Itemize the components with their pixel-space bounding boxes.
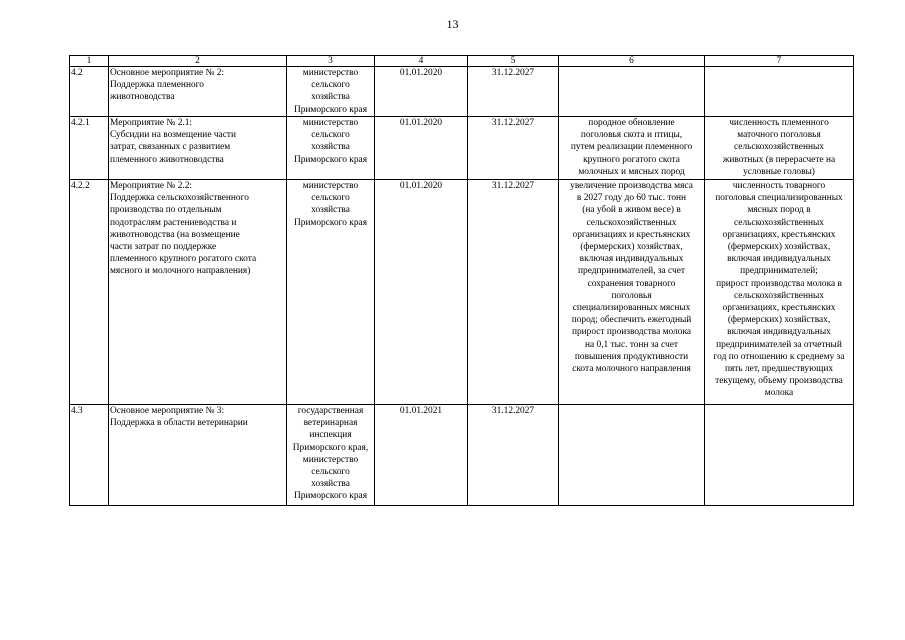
executor-cell: министерство сельского хозяйства Приморского края <box>287 180 375 405</box>
start-date-cell: 01.01.2020 <box>375 180 468 405</box>
header-cell: 5 <box>468 56 559 67</box>
executor-cell: государственная ветеринарная инспекция Приморского края, министерство сельского хозяйства Приморского края <box>287 405 375 506</box>
header-cell: 3 <box>287 56 375 67</box>
page-number: 13 <box>446 17 459 31</box>
measure-name-cell: Основное мероприятие № 3: Поддержка в области ветеринарии <box>109 405 287 506</box>
measure-name-cell: Мероприятие № 2.2: Поддержка сельскохозяйственного производства по отдельным подотраслям растениеводства и животноводства (на возмещение части затрат по поддержке племенного крупного рогатого скота мясного и молочного направления) <box>109 180 287 405</box>
header-row <box>70 56 854 67</box>
table-row <box>70 67 854 117</box>
result-cell: породное обновление поголовья скота и птицы, путем реализации племенного крупного рогатого скота молочных и мясных пород <box>559 117 705 180</box>
table-row <box>70 117 854 180</box>
measure-name-cell: Основное мероприятие № 2: Поддержка племенного животноводства <box>109 67 287 117</box>
indicator-cell <box>705 67 854 117</box>
header-cell: 2 <box>109 56 287 67</box>
result-cell: увеличение производства мяса в 2027 году до 60 тыс. тонн (на убой в живом весе) в сельскохозяйственных организациях и крестьянских (фермерских) хозяйствах, включая индивидуальных предпринимателей, за счет сохранения товарного поголовья специализированных мясных пород; обеспечить ежегодный прирост производства молока на 0,1 тыс. тонн за счет повышения продуктивности скота молочного направления <box>559 180 705 405</box>
table-row <box>70 405 854 506</box>
table-row <box>70 180 854 405</box>
indicator-cell <box>705 405 854 506</box>
end-date-cell: 31.12.2027 <box>468 67 559 117</box>
executor-cell: министерство сельского хозяйства Приморского края <box>287 67 375 117</box>
row-number-cell: 4.2.1 <box>70 117 109 180</box>
result-cell <box>559 405 705 506</box>
end-date-cell: 31.12.2027 <box>468 405 559 506</box>
executor-cell: министерство сельского хозяйства Приморского края <box>287 117 375 180</box>
header-cell: 1 <box>70 56 109 67</box>
header-cell: 7 <box>705 56 854 67</box>
header-cell: 6 <box>559 56 705 67</box>
indicator-cell: численность товарного поголовья специализированных мясных пород в сельскохозяйственных организациях, крестьянских (фермерских) хозяйствах, включая индивидуальных предпринимателей; прирост производства молока в сельскохозяйственных организациях, крестьянских (фермерских) хозяйствах, включая индивидуальных предпринимателей за отчетный год по отношению к среднему за пять лет, предшествующих текущему, объему производства молока <box>705 180 854 405</box>
header-cell: 4 <box>375 56 468 67</box>
end-date-cell: 31.12.2027 <box>468 180 559 405</box>
start-date-cell: 01.01.2020 <box>375 117 468 180</box>
row-number-cell: 4.3 <box>70 405 109 506</box>
start-date-cell: 01.01.2021 <box>375 405 468 506</box>
result-cell <box>559 67 705 117</box>
start-date-cell: 01.01.2020 <box>375 67 468 117</box>
indicator-cell: численность племенного маточного поголовья сельскохозяйственных животных (в перерасчете на условные головы) <box>705 117 854 180</box>
row-number-cell: 4.2 <box>70 67 109 117</box>
row-number-cell: 4.2.2 <box>70 180 109 405</box>
measures-table <box>69 55 854 506</box>
measure-name-cell: Мероприятие № 2.1: Субсидии на возмещение части затрат, связанных с развитием племенного животноводства <box>109 117 287 180</box>
end-date-cell: 31.12.2027 <box>468 117 559 180</box>
